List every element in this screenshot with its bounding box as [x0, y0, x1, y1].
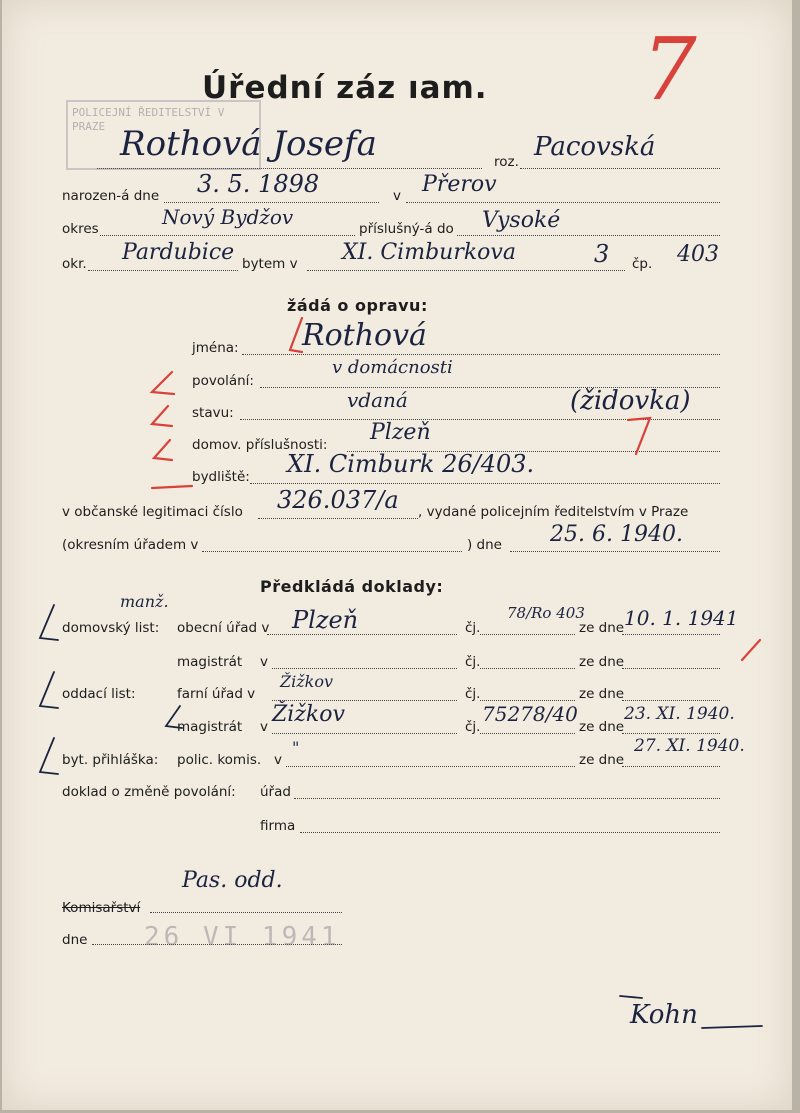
stavu-label: stavu: [192, 405, 234, 421]
obecni-urad-label: obecní úřad v [177, 620, 270, 636]
red-tick-mark-2 [152, 406, 172, 426]
domovsky-ze-label: ze dne [579, 620, 625, 636]
okres-value: Nový Bydžov [162, 205, 294, 229]
ink-bracket-2 [40, 672, 58, 708]
domov-value: Plzeň [370, 420, 431, 445]
red-bracket-mark [290, 318, 302, 352]
document-page [2, 0, 792, 1110]
legit-label: v občanské legitimaci číslo [62, 504, 243, 520]
magistrat-cj-label-2: čj. [465, 719, 481, 735]
firma-label: firma [260, 818, 296, 834]
polic-komis-date: 27. XI. 1940. [634, 736, 745, 756]
komisarstvi-value: Pas. odd. [182, 868, 283, 893]
bytem-number: 3 [594, 240, 610, 268]
margin-marks [2, 0, 792, 1110]
farni-ze-label: ze dne [579, 686, 625, 702]
red-dash-mark [152, 486, 192, 488]
stavu-note: (židovka) [570, 386, 691, 416]
oddaci-list-label: oddací list: [62, 686, 136, 702]
domovsky-list-label: domovský list: [62, 620, 160, 636]
domovsky-date: 10. 1. 1941 [624, 606, 739, 630]
bydliste-label: bydliště: [192, 469, 250, 485]
polic-komis-place: " [292, 738, 300, 757]
bytem-value: XI. Cimburkova [342, 240, 516, 265]
red-tick-mark-3 [154, 440, 172, 460]
polic-komis-v: v [274, 752, 282, 768]
magistrat-ze-label-2: ze dne [579, 719, 625, 735]
cp-value: 403 [677, 242, 719, 267]
magistrat-date-2: 23. XI. 1940. [624, 704, 735, 724]
date-stamp: 26 VI 1941 [144, 922, 341, 952]
magistrat-v-2: v [260, 719, 268, 735]
komisarstvi-label: Komisařství [62, 900, 141, 916]
farni-urad-label: farní úřad v [177, 686, 256, 702]
ink-bracket-3 [166, 706, 182, 728]
born-date-value: 3. 5. 1898 [197, 170, 320, 198]
ink-bracket-1 [40, 605, 58, 640]
stamp-text: POLICEJNÍ ŘEDITELSTVÍ V PRAZE [72, 106, 225, 133]
magistrat-ze-label-1: ze dne [579, 654, 625, 670]
bytem-label: bytem v [242, 256, 298, 272]
name-value: Rothová Josefa [120, 124, 377, 164]
magistrat-label-1: magistrát [177, 654, 243, 670]
domov-label: domov. příslušnosti: [192, 437, 328, 453]
legit-value: 326.037/a [277, 486, 399, 514]
dne-label: dne [62, 932, 88, 948]
doklady-heading: Předkládá doklady: [260, 577, 444, 596]
okr-label: okr. [62, 256, 87, 272]
okres-label: okres [62, 221, 99, 237]
signature-flourish-2 [702, 1026, 762, 1028]
cp-label: čp. [632, 256, 653, 272]
roz-label: roz. [494, 154, 519, 170]
okr-value: Pardubice [122, 240, 235, 265]
polic-komis-label: polic. komis. [177, 752, 262, 768]
urad-label: úřad [260, 784, 291, 800]
page-title: Úřední záz ıam. [202, 70, 488, 106]
okresni-date: 25. 6. 1940. [550, 522, 683, 547]
bydliste-value: XI. Cimburk 26/403. [287, 450, 535, 478]
domovsky-place: Plzeň [292, 606, 359, 634]
byt-prihlaska-label: byt. přihláška: [62, 752, 159, 768]
magistrat-label-2: magistrát [177, 719, 243, 735]
povolani-label: povolání: [192, 373, 254, 389]
born-in-label: v [393, 188, 401, 204]
domovsky-cj: 78/Ro 403 [507, 604, 585, 622]
povolani-value: v domácnosti [332, 357, 453, 378]
jmena-value: Rothová [302, 318, 427, 353]
okresni-close: ) dne [467, 537, 502, 553]
magistrat-cj-2: 75278/40 [482, 702, 578, 726]
domovsky-cj-label: čj. [465, 620, 481, 636]
roz-value: Pacovská [534, 132, 656, 162]
polic-komis-ze-label: ze dne [579, 752, 625, 768]
magistrat-cj-label-1: čj. [465, 654, 481, 670]
red-seven-mark [628, 418, 650, 454]
corner-mark: 7 [642, 20, 697, 120]
prislusny-value: Vysoké [482, 208, 561, 233]
born-in-value: Přerov [422, 172, 497, 197]
prislusny-label: příslušný-á do [359, 221, 454, 237]
jmena-label: jména: [192, 340, 239, 356]
farni-cj-label: čj. [465, 686, 481, 702]
zmena-label: doklad o změně povolání: [62, 784, 236, 800]
magistrat-v-1: v [260, 654, 268, 670]
born-label: narozen-á dne [62, 188, 160, 204]
opravu-heading: žádá o opravu: [287, 296, 428, 315]
signature: Kohn [630, 1000, 698, 1030]
ink-bracket-4 [40, 738, 58, 774]
red-corner-tick [742, 640, 760, 660]
okresni-label: (okresním úřadem v [62, 537, 199, 553]
signature-flourish-1 [620, 996, 642, 998]
stavu-value: vdaná [347, 388, 408, 412]
manzel-note: manž. [120, 592, 169, 611]
legit-suffix: , vydané policejním ředitelstvím v Praze [418, 504, 689, 520]
farni-place: Žižkov [280, 672, 334, 691]
red-tick-mark-1 [152, 372, 174, 394]
magistrat-place-2: Žižkov [272, 702, 345, 727]
